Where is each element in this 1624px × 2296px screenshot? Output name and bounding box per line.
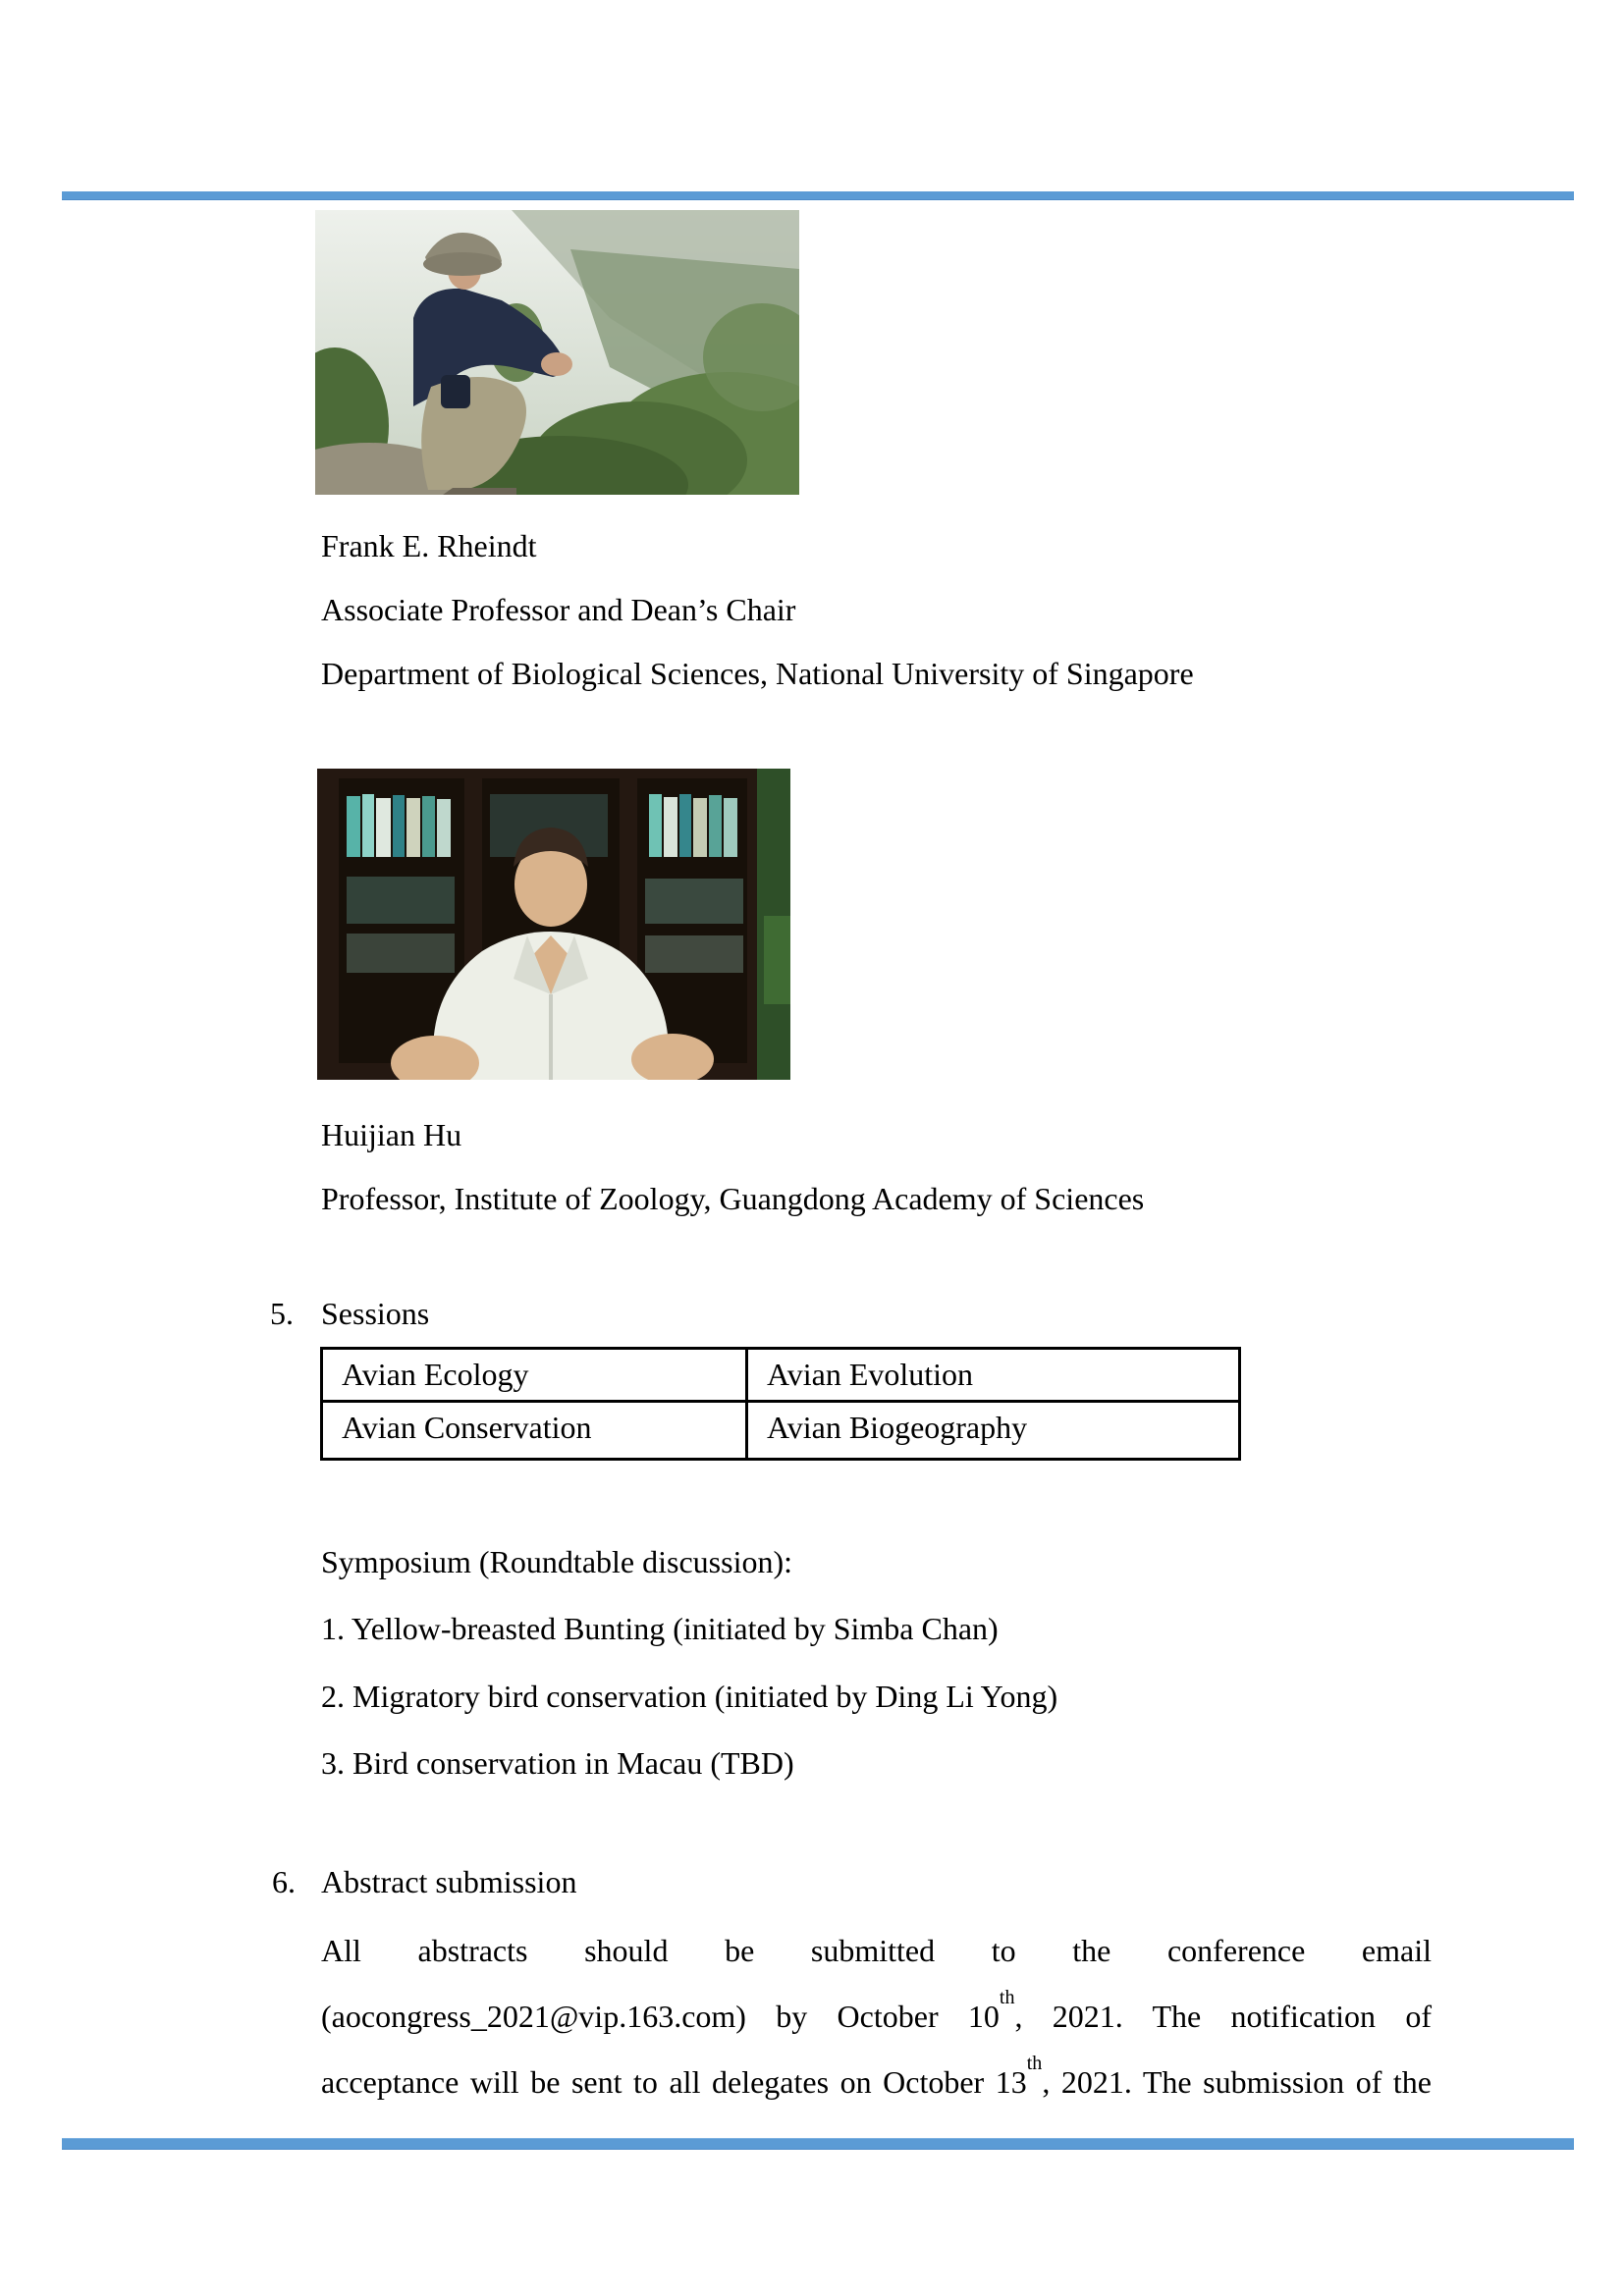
abstract-line2-text: (aocongress_2021@vip.163.com) by October 10	[321, 1999, 1000, 2034]
footer-rule	[62, 2138, 1574, 2150]
abstract-number: 6.	[272, 1864, 296, 1899]
sessions-number: 5.	[270, 1296, 294, 1331]
sessions-cell-avian-evolution: Avian Evolution	[748, 1350, 1238, 1403]
abstract-line3-tail: , 2021. The submission of the	[1042, 2064, 1432, 2100]
abstract-heading: Abstract submission	[321, 1864, 577, 1899]
sessions-cell-avian-ecology: Avian Ecology	[323, 1350, 748, 1403]
symposium-item-3: 3. Bird conservation in Macau (TBD)	[321, 1745, 794, 1781]
abstract-paragraph-line-2	[321, 1987, 1433, 2036]
symposium-item-1: 1. Yellow-breasted Bunting (initiated by Simba Chan)	[321, 1611, 999, 1646]
profile1-name: Frank E. Rheindt	[321, 528, 537, 563]
sessions-heading: Sessions	[321, 1296, 430, 1331]
huijian-hu-office-photo	[317, 769, 790, 1080]
ordinal-suffix: th	[999, 1987, 1015, 2009]
symposium-heading: Symposium (Roundtable discussion):	[321, 1544, 792, 1579]
profile1-title: Associate Professor and Dean’s Chair	[321, 592, 796, 627]
profile2-title: Professor, Institute of Zoology, Guangdong Academy of Sciences	[321, 1181, 1145, 1216]
abstract-line3-text: acceptance will be sent to all delegates on October 13	[321, 2064, 1027, 2100]
profile1-affiliation: Department of Biological Sciences, National University of Singapore	[321, 656, 1194, 691]
abstract-line2-tail: , 2021. The notification of	[1014, 1999, 1433, 2034]
profile2-name: Huijian Hu	[321, 1117, 462, 1152]
sessions-table	[320, 1347, 1241, 1461]
ordinal-suffix: th	[1026, 2053, 1043, 2075]
abstract-paragraph-line-3	[321, 2053, 1432, 2102]
frank-rheindt-field-photo	[315, 210, 799, 495]
header-rule	[62, 191, 1574, 200]
symposium-item-2: 2. Migratory bird conservation (initiated by Ding Li Yong)	[321, 1679, 1058, 1714]
sessions-cell-avian-biogeography: Avian Biogeography	[767, 1410, 1028, 1445]
sessions-cell-avian-conservation: Avian Conservation	[323, 1403, 748, 1458]
abstract-paragraph-line-1: All abstracts should be submitted to the conference email	[321, 1933, 1432, 1968]
